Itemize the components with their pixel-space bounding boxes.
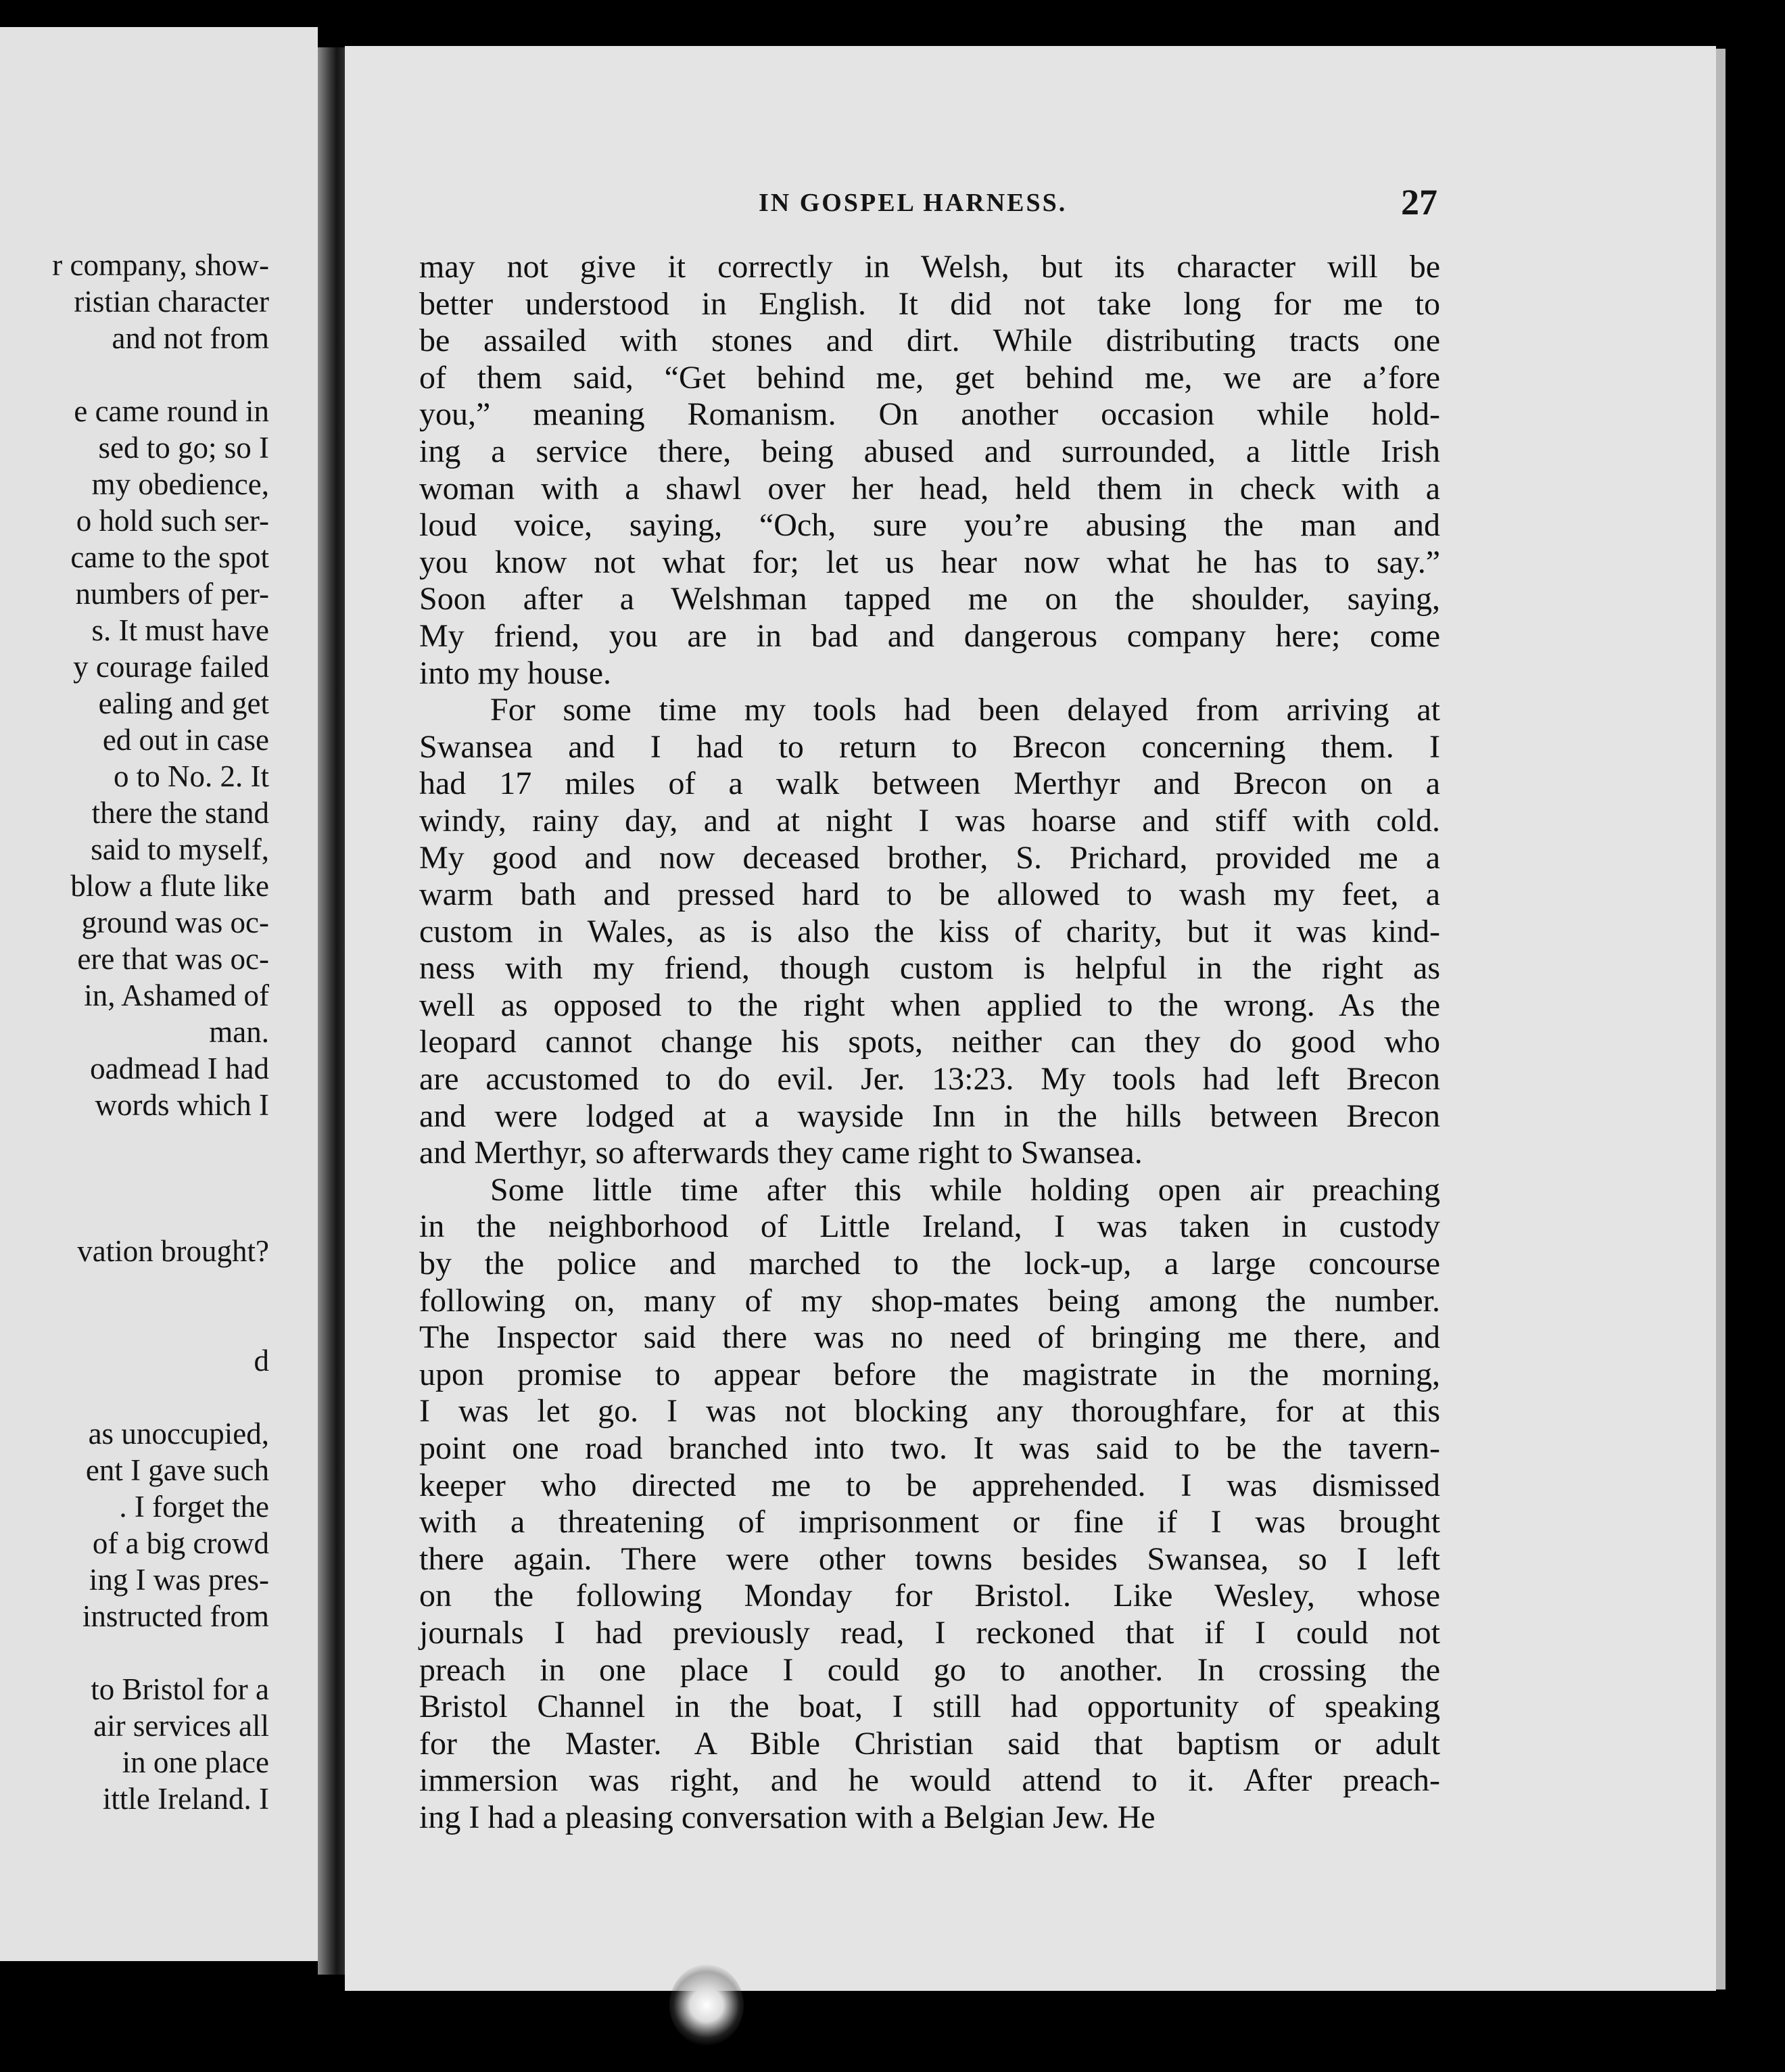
left-text-line (0, 1123, 269, 1160)
text-line: you,” meaning Romanism. On another occasion while hold- (419, 396, 1440, 433)
left-text-line: ealing and get (98, 686, 269, 720)
text-line: loud voice, saying, “Och, sure you’re abusing the man and (419, 507, 1440, 544)
left-text-line: o hold such ser- (76, 504, 269, 538)
left-text-line: s. It must have (91, 613, 269, 647)
left-text-line: ent I gave such (85, 1453, 269, 1487)
text-line: of them said, “Get behind me, get behind me, we are a’fore (419, 359, 1440, 396)
left-text-line: blow a flute like (70, 869, 269, 903)
left-text-line: man. (209, 1015, 269, 1049)
text-line: for the Master. A Bible Christian said that baptism or adult (419, 1725, 1440, 1762)
text-line: into my house. (419, 655, 611, 691)
left-page (0, 27, 318, 1961)
left-text-line (0, 1196, 269, 1233)
text-line: My good and now deceased brother, S. Prichard, provided me a (419, 839, 1440, 876)
text-line: Swansea and I had to return to Brecon concerning them. I (419, 728, 1440, 765)
left-text-line: ristian character (74, 285, 269, 319)
text-line: Some little time after this while holding open air preaching (490, 1171, 1440, 1208)
text-line: journals I had previously read, I reckoned that if I could not (419, 1614, 1440, 1651)
text-line: with a threatening of imprisonment or fine if I was brought (419, 1504, 1440, 1540)
body-text (419, 249, 1440, 1837)
text-line: ing I had a pleasing conversation with a Belgian Jew. He (419, 1799, 1156, 1835)
left-text-line: o to No. 2. It (114, 759, 269, 793)
left-text-line: ittle Ireland. I (102, 1782, 269, 1816)
page-number: 27 (1401, 182, 1437, 222)
left-text-line: ground was oc- (81, 905, 269, 939)
text-line: custom in Wales, as is also the kiss of charity, but it was kind- (419, 913, 1440, 949)
text-line: immersion was right, and he would attend to it. After preach- (419, 1762, 1440, 1799)
left-text-line: words which I (95, 1088, 269, 1122)
text-line: well as opposed to the right when applied to the wrong. As the (419, 987, 1440, 1023)
left-text-line: d (254, 1344, 269, 1378)
text-line: there again. There were other towns besides Swansea, so I left (419, 1540, 1440, 1577)
text-line: in the neighborhood of Little Ireland, I was taken in custody (419, 1208, 1440, 1245)
page-edge (1716, 49, 1726, 1989)
text-line: Bristol Channel in the boat, I still had opportunity of speaking (419, 1689, 1440, 1725)
left-text-line: as unoccupied, (88, 1417, 269, 1451)
text-line: better understood in English. It did not take long for me to (419, 285, 1440, 322)
text-line: ing a service there, being abused and surrounded, a little Irish (419, 433, 1440, 469)
text-line: leopard cannot change his spots, neither can they do good who (419, 1024, 1440, 1060)
left-text-line (0, 1160, 269, 1196)
scan-smudge (669, 1964, 744, 2046)
left-text-line: of a big crowd (92, 1526, 269, 1560)
text-line: point one road branched into two. It was said to be the tavern- (419, 1430, 1440, 1466)
left-text-line: ed out in case (102, 723, 269, 757)
left-text-line: air services all (93, 1709, 269, 1743)
left-page-text (0, 247, 269, 1817)
left-text-line: instructed from (82, 1599, 269, 1633)
text-line: The Inspector said there was no need of bringing me there, and (419, 1319, 1440, 1356)
text-line: keeper who directed me to be apprehended. I was dismissed (419, 1467, 1440, 1503)
left-text-line: oadmead I had (90, 1052, 269, 1085)
text-line: woman with a shawl over her head, held them in check with a (419, 470, 1440, 507)
text-line: following on, many of my shop-mates being among the number. (419, 1282, 1440, 1319)
text-line: you know not what for; let us hear now what he has to say.” (419, 544, 1440, 580)
left-text-line (0, 356, 269, 393)
left-text-line: vation brought? (77, 1234, 269, 1268)
text-line: windy, rainy day, and at night I was hoarse and stiff with cold. (419, 802, 1440, 839)
running-head (345, 181, 1457, 229)
text-line: and were lodged at a wayside Inn in the hills between Brecon (419, 1098, 1440, 1134)
text-line: I was let go. I was not blocking any thoroughfare, for at this (419, 1393, 1440, 1430)
left-text-line: in one place (122, 1745, 269, 1779)
text-line: and Merthyr, so afterwards they came right to Swansea. (419, 1135, 1143, 1171)
text-line: by the police and marched to the lock-up, a large concourse (419, 1246, 1440, 1282)
left-text-line: numbers of per- (75, 577, 269, 611)
text-line: For some time my tools had been delayed from arriving at (490, 692, 1440, 728)
left-text-line (0, 1634, 269, 1671)
left-text-line: e came round in (74, 394, 269, 428)
book-gutter (318, 47, 345, 1975)
text-line: Soon after a Welshman tapped me on the shoulder, saying, (419, 581, 1440, 617)
left-text-line: y courage failed (73, 650, 269, 684)
running-title: IN GOSPEL HARNESS. (759, 189, 1068, 217)
text-line: warm bath and pressed hard to be allowed to wash my feet, a (419, 876, 1440, 913)
left-text-line: and not from (112, 321, 269, 355)
text-line: had 17 miles of a walk between Merthyr and Brecon on a (419, 766, 1440, 802)
left-text-line: ing I was pres- (89, 1563, 269, 1597)
left-text-line: there the stand (91, 796, 269, 830)
left-text-line: my obedience, (91, 467, 269, 501)
left-text-line: came to the spot (70, 540, 269, 574)
left-text-line: in, Ashamed of (84, 979, 269, 1012)
left-text-line (0, 1306, 269, 1342)
text-line: on the following Monday for Bristol. Like Wesley, whose (419, 1578, 1440, 1614)
text-line: may not give it correctly in Welsh, but its character will be (419, 249, 1440, 285)
text-line: upon promise to appear before the magistrate in the morning, (419, 1356, 1440, 1392)
text-line: My friend, you are in bad and dangerous company here; come (419, 617, 1440, 654)
left-text-line: said to myself, (91, 832, 269, 866)
text-line: be assailed with stones and dirt. While distributing tracts one (419, 323, 1440, 359)
left-text-line: to Bristol for a (91, 1672, 269, 1706)
text-line: ness with my friend, though custom is helpful in the right as (419, 950, 1440, 987)
right-page (345, 46, 1716, 1991)
left-text-line (0, 1379, 269, 1415)
left-text-line: r company, show- (52, 248, 269, 282)
text-line: preach in one place I could go to another. In crossing the (419, 1651, 1440, 1688)
left-text-line: . I forget the (119, 1490, 269, 1524)
left-text-line: sed to go; so I (98, 431, 269, 465)
left-text-line (0, 1269, 269, 1306)
text-line: are accustomed to do evil. Jer. 13:23. My tools had left Brecon (419, 1061, 1440, 1098)
left-text-line: ere that was oc- (77, 942, 269, 976)
